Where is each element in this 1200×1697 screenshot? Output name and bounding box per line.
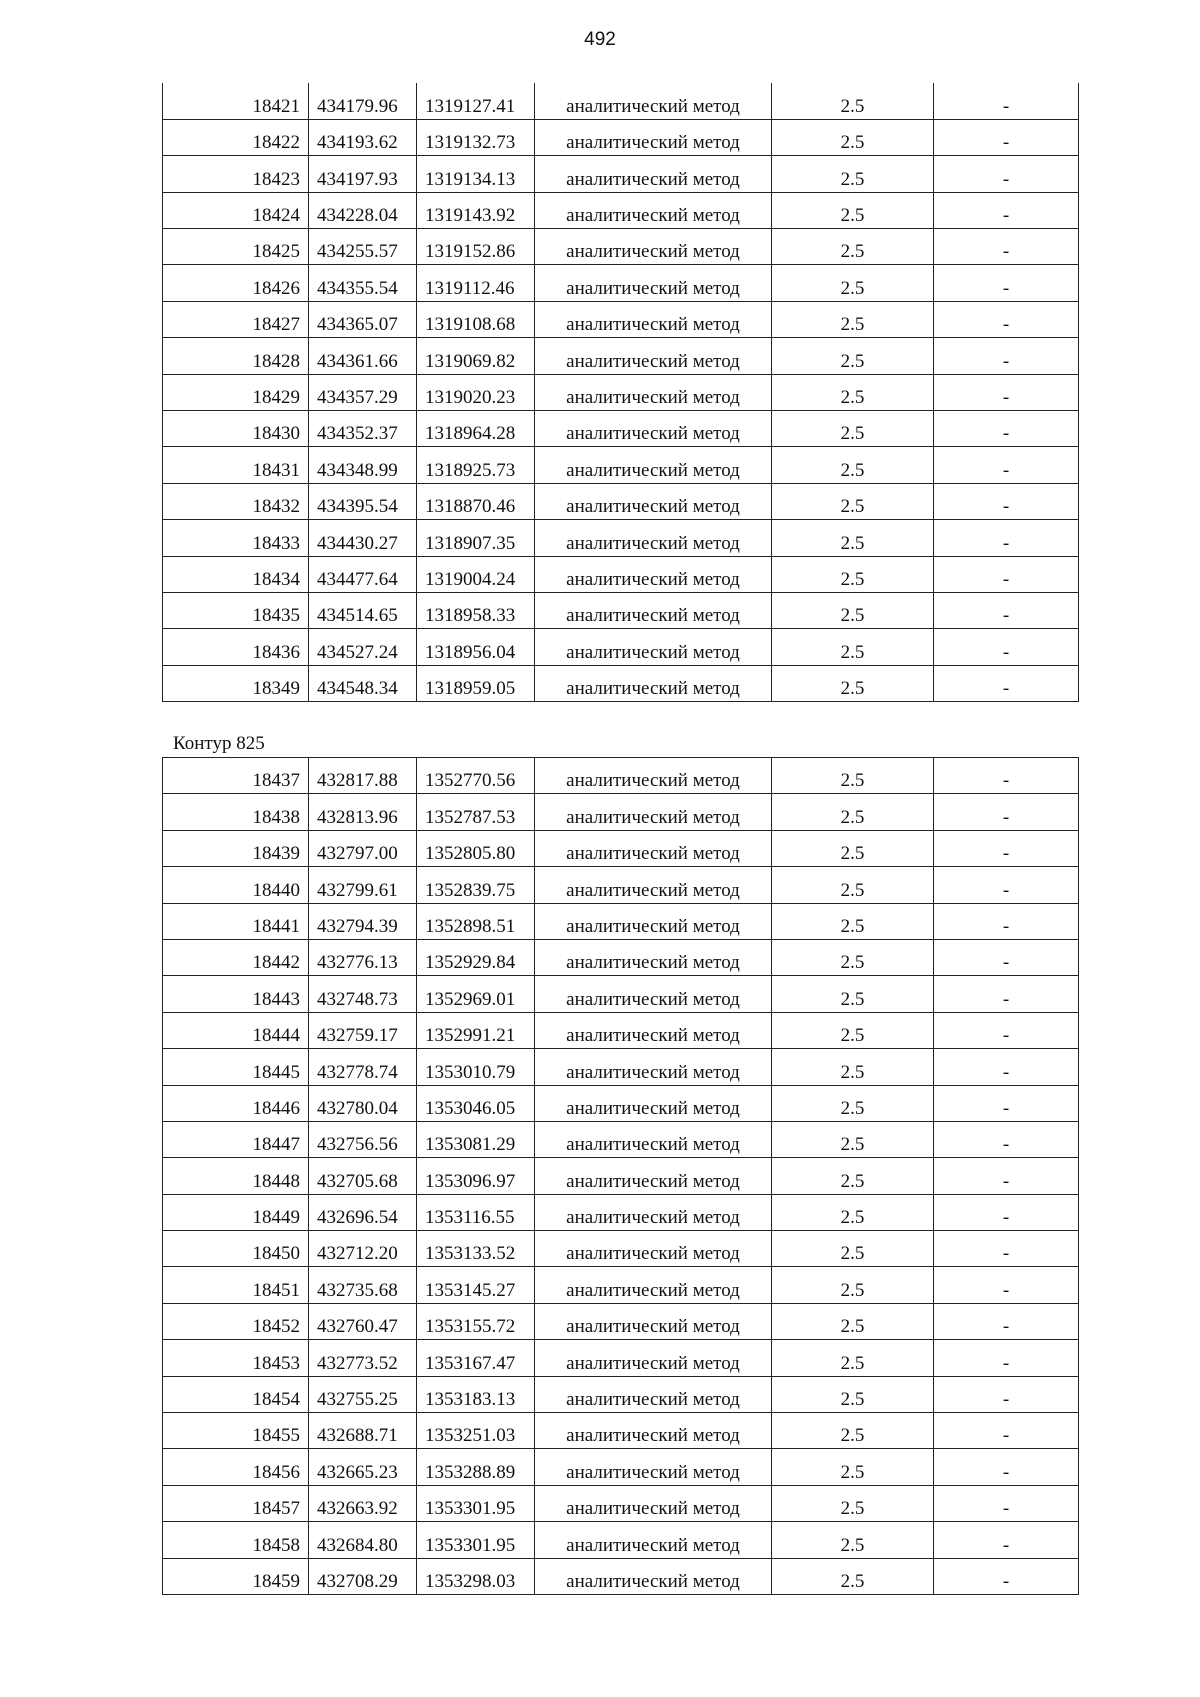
y-coordinate-cell: 1352929.84 — [417, 939, 535, 975]
note-cell: - — [934, 83, 1079, 119]
method-cell: аналитический метод — [535, 1413, 772, 1449]
note-cell: - — [934, 1449, 1079, 1485]
table-row — [163, 629, 1079, 665]
accuracy-cell: 2.5 — [772, 867, 934, 903]
y-coordinate-cell: 1319020.23 — [417, 374, 535, 410]
x-coordinate-cell: 432748.73 — [309, 976, 417, 1012]
accuracy-cell: 2.5 — [772, 1012, 934, 1048]
method-cell: аналитический метод — [535, 1231, 772, 1267]
table-row — [163, 192, 1079, 228]
note-cell: - — [934, 1121, 1079, 1157]
table-row — [163, 1376, 1079, 1412]
note-cell: - — [934, 265, 1079, 301]
point-number-cell: 18424 — [163, 192, 309, 228]
accuracy-cell: 2.5 — [772, 301, 934, 337]
x-coordinate-cell: 434228.04 — [309, 192, 417, 228]
y-coordinate-cell: 1352770.56 — [417, 758, 535, 794]
x-coordinate-cell: 432755.25 — [309, 1376, 417, 1412]
note-cell: - — [934, 629, 1079, 665]
y-coordinate-cell: 1353298.03 — [417, 1558, 535, 1594]
method-cell: аналитический метод — [535, 1121, 772, 1157]
note-cell: - — [934, 1085, 1079, 1121]
y-coordinate-cell: 1353081.29 — [417, 1121, 535, 1157]
point-number-cell: 18426 — [163, 265, 309, 301]
accuracy-cell: 2.5 — [772, 338, 934, 374]
table-row — [163, 1413, 1079, 1449]
table-row — [163, 976, 1079, 1012]
y-coordinate-cell: 1318964.28 — [417, 411, 535, 447]
x-coordinate-cell: 432778.74 — [309, 1049, 417, 1085]
method-cell: аналитический метод — [535, 665, 772, 701]
table-row — [163, 520, 1079, 556]
x-coordinate-cell: 432663.92 — [309, 1485, 417, 1521]
point-number-cell: 18439 — [163, 830, 309, 866]
note-cell: - — [934, 1158, 1079, 1194]
method-cell: аналитический метод — [535, 1340, 772, 1376]
y-coordinate-cell: 1319112.46 — [417, 265, 535, 301]
x-coordinate-cell: 432759.17 — [309, 1012, 417, 1048]
x-coordinate-cell: 432708.29 — [309, 1558, 417, 1594]
point-number-cell: 18442 — [163, 939, 309, 975]
accuracy-cell: 2.5 — [772, 411, 934, 447]
method-cell: аналитический метод — [535, 83, 772, 119]
table-row — [163, 156, 1079, 192]
accuracy-cell: 2.5 — [772, 976, 934, 1012]
x-coordinate-cell: 434514.65 — [309, 592, 417, 628]
y-coordinate-cell: 1352787.53 — [417, 794, 535, 830]
accuracy-cell: 2.5 — [772, 156, 934, 192]
x-coordinate-cell: 432780.04 — [309, 1085, 417, 1121]
note-cell: - — [934, 192, 1079, 228]
point-number-cell: 18449 — [163, 1194, 309, 1230]
point-number-cell: 18425 — [163, 229, 309, 265]
note-cell: - — [934, 939, 1079, 975]
accuracy-cell: 2.5 — [772, 1158, 934, 1194]
point-number-cell: 18444 — [163, 1012, 309, 1048]
method-cell: аналитический метод — [535, 229, 772, 265]
method-cell: аналитический метод — [535, 1158, 772, 1194]
method-cell: аналитический метод — [535, 1267, 772, 1303]
y-coordinate-cell: 1353301.95 — [417, 1485, 535, 1521]
y-coordinate-cell: 1353155.72 — [417, 1303, 535, 1339]
accuracy-cell: 2.5 — [772, 1121, 934, 1157]
method-cell: аналитический метод — [535, 1522, 772, 1558]
table-row — [163, 1121, 1079, 1157]
y-coordinate-cell: 1319134.13 — [417, 156, 535, 192]
method-cell: аналитический метод — [535, 629, 772, 665]
note-cell: - — [934, 119, 1079, 155]
method-cell: аналитический метод — [535, 592, 772, 628]
x-coordinate-cell: 434365.07 — [309, 301, 417, 337]
table-row — [163, 483, 1079, 519]
accuracy-cell: 2.5 — [772, 1085, 934, 1121]
accuracy-cell: 2.5 — [772, 1413, 934, 1449]
y-coordinate-cell: 1353183.13 — [417, 1376, 535, 1412]
method-cell: аналитический метод — [535, 794, 772, 830]
x-coordinate-cell: 432813.96 — [309, 794, 417, 830]
y-coordinate-cell: 1353046.05 — [417, 1085, 535, 1121]
y-coordinate-cell: 1319108.68 — [417, 301, 535, 337]
method-cell: аналитический метод — [535, 411, 772, 447]
point-number-cell: 18454 — [163, 1376, 309, 1412]
x-coordinate-cell: 432794.39 — [309, 903, 417, 939]
table-row — [163, 556, 1079, 592]
point-number-cell: 18448 — [163, 1158, 309, 1194]
note-cell: - — [934, 867, 1079, 903]
x-coordinate-cell: 434193.62 — [309, 119, 417, 155]
y-coordinate-cell: 1353288.89 — [417, 1449, 535, 1485]
note-cell: - — [934, 903, 1079, 939]
note-cell: - — [934, 483, 1079, 519]
point-number-cell: 18434 — [163, 556, 309, 592]
table-row — [163, 1522, 1079, 1558]
table-row — [163, 411, 1079, 447]
table-row — [163, 374, 1079, 410]
y-coordinate-cell: 1318907.35 — [417, 520, 535, 556]
table-row — [163, 83, 1079, 119]
accuracy-cell: 2.5 — [772, 192, 934, 228]
y-coordinate-cell: 1352898.51 — [417, 903, 535, 939]
x-coordinate-cell: 434348.99 — [309, 447, 417, 483]
y-coordinate-cell: 1318959.05 — [417, 665, 535, 701]
table-row — [163, 338, 1079, 374]
accuracy-cell: 2.5 — [772, 556, 934, 592]
note-cell: - — [934, 556, 1079, 592]
y-coordinate-cell: 1353167.47 — [417, 1340, 535, 1376]
table-row — [163, 1231, 1079, 1267]
point-number-cell: 18433 — [163, 520, 309, 556]
y-coordinate-cell: 1352839.75 — [417, 867, 535, 903]
table-row — [163, 1194, 1079, 1230]
point-number-cell: 18349 — [163, 665, 309, 701]
point-number-cell: 18422 — [163, 119, 309, 155]
note-cell: - — [934, 758, 1079, 794]
point-number-cell: 18453 — [163, 1340, 309, 1376]
x-coordinate-cell: 434255.57 — [309, 229, 417, 265]
point-number-cell: 18455 — [163, 1413, 309, 1449]
note-cell: - — [934, 156, 1079, 192]
x-coordinate-cell: 432665.23 — [309, 1449, 417, 1485]
accuracy-cell: 2.5 — [772, 1049, 934, 1085]
accuracy-cell: 2.5 — [772, 830, 934, 866]
method-cell: аналитический метод — [535, 830, 772, 866]
note-cell: - — [934, 1522, 1079, 1558]
note-cell: - — [934, 1376, 1079, 1412]
method-cell: аналитический метод — [535, 867, 772, 903]
method-cell: аналитический метод — [535, 374, 772, 410]
x-coordinate-cell: 434548.34 — [309, 665, 417, 701]
table-row — [163, 1303, 1079, 1339]
note-cell: - — [934, 1485, 1079, 1521]
accuracy-cell: 2.5 — [772, 520, 934, 556]
note-cell: - — [934, 338, 1079, 374]
note-cell: - — [934, 1558, 1079, 1594]
x-coordinate-cell: 432712.20 — [309, 1231, 417, 1267]
point-number-cell: 18457 — [163, 1485, 309, 1521]
table-row — [163, 794, 1079, 830]
x-coordinate-cell: 434395.54 — [309, 483, 417, 519]
x-coordinate-cell: 432817.88 — [309, 758, 417, 794]
table-row — [163, 229, 1079, 265]
accuracy-cell: 2.5 — [772, 229, 934, 265]
y-coordinate-cell: 1352991.21 — [417, 1012, 535, 1048]
y-coordinate-cell: 1353145.27 — [417, 1267, 535, 1303]
y-coordinate-cell: 1319132.73 — [417, 119, 535, 155]
note-cell: - — [934, 1267, 1079, 1303]
accuracy-cell: 2.5 — [772, 665, 934, 701]
method-cell: аналитический метод — [535, 939, 772, 975]
note-cell: - — [934, 830, 1079, 866]
table-row — [163, 903, 1079, 939]
table-row — [163, 592, 1079, 628]
point-number-cell: 18445 — [163, 1049, 309, 1085]
x-coordinate-cell: 434179.96 — [309, 83, 417, 119]
method-cell: аналитический метод — [535, 903, 772, 939]
point-number-cell: 18440 — [163, 867, 309, 903]
accuracy-cell: 2.5 — [772, 483, 934, 519]
method-cell: аналитический метод — [535, 1449, 772, 1485]
accuracy-cell: 2.5 — [772, 1267, 934, 1303]
y-coordinate-cell: 1319127.41 — [417, 83, 535, 119]
method-cell: аналитический метод — [535, 1558, 772, 1594]
table-row — [163, 867, 1079, 903]
note-cell: - — [934, 1413, 1079, 1449]
note-cell: - — [934, 301, 1079, 337]
x-coordinate-cell: 432684.80 — [309, 1522, 417, 1558]
x-coordinate-cell: 432696.54 — [309, 1194, 417, 1230]
table-row — [163, 1340, 1079, 1376]
note-cell: - — [934, 374, 1079, 410]
y-coordinate-cell: 1352805.80 — [417, 830, 535, 866]
x-coordinate-cell: 432776.13 — [309, 939, 417, 975]
x-coordinate-cell: 432797.00 — [309, 830, 417, 866]
point-number-cell: 18450 — [163, 1231, 309, 1267]
note-cell: - — [934, 1194, 1079, 1230]
x-coordinate-cell: 432756.56 — [309, 1121, 417, 1157]
accuracy-cell: 2.5 — [772, 265, 934, 301]
point-number-cell: 18452 — [163, 1303, 309, 1339]
x-coordinate-cell: 434352.37 — [309, 411, 417, 447]
y-coordinate-cell: 1353133.52 — [417, 1231, 535, 1267]
y-coordinate-cell: 1353010.79 — [417, 1049, 535, 1085]
x-coordinate-cell: 434527.24 — [309, 629, 417, 665]
y-coordinate-cell: 1353251.03 — [417, 1413, 535, 1449]
method-cell: аналитический метод — [535, 1376, 772, 1412]
note-cell: - — [934, 592, 1079, 628]
method-cell: аналитический метод — [535, 1012, 772, 1048]
method-cell: аналитический метод — [535, 976, 772, 1012]
point-number-cell: 18429 — [163, 374, 309, 410]
point-number-cell: 18423 — [163, 156, 309, 192]
point-number-cell: 18435 — [163, 592, 309, 628]
x-coordinate-cell: 432705.68 — [309, 1158, 417, 1194]
point-number-cell: 18430 — [163, 411, 309, 447]
point-number-cell: 18436 — [163, 629, 309, 665]
method-cell: аналитический метод — [535, 119, 772, 155]
point-number-cell: 18446 — [163, 1085, 309, 1121]
table-row — [163, 301, 1079, 337]
point-number-cell: 18459 — [163, 1558, 309, 1594]
method-cell: аналитический метод — [535, 1303, 772, 1339]
note-cell: - — [934, 1012, 1079, 1048]
method-cell: аналитический метод — [535, 192, 772, 228]
y-coordinate-cell: 1353301.95 — [417, 1522, 535, 1558]
y-coordinate-cell: 1319069.82 — [417, 338, 535, 374]
table-row — [163, 939, 1079, 975]
y-coordinate-cell: 1352969.01 — [417, 976, 535, 1012]
accuracy-cell: 2.5 — [772, 1231, 934, 1267]
point-number-cell: 18432 — [163, 483, 309, 519]
note-cell: - — [934, 1340, 1079, 1376]
point-number-cell: 18451 — [163, 1267, 309, 1303]
x-coordinate-cell: 432760.47 — [309, 1303, 417, 1339]
point-number-cell: 18428 — [163, 338, 309, 374]
x-coordinate-cell: 434477.64 — [309, 556, 417, 592]
point-number-cell: 18458 — [163, 1522, 309, 1558]
method-cell: аналитический метод — [535, 556, 772, 592]
table-row — [163, 119, 1079, 155]
section-title: Контур 825 — [173, 733, 265, 754]
method-cell: аналитический метод — [535, 447, 772, 483]
point-number-cell: 18456 — [163, 1449, 309, 1485]
accuracy-cell: 2.5 — [772, 939, 934, 975]
table-row — [163, 1049, 1079, 1085]
x-coordinate-cell: 434361.66 — [309, 338, 417, 374]
note-cell: - — [934, 1231, 1079, 1267]
y-coordinate-cell: 1318958.33 — [417, 592, 535, 628]
method-cell: аналитический метод — [535, 1049, 772, 1085]
note-cell: - — [934, 1049, 1079, 1085]
y-coordinate-cell: 1319004.24 — [417, 556, 535, 592]
accuracy-cell: 2.5 — [772, 1522, 934, 1558]
point-number-cell: 18427 — [163, 301, 309, 337]
note-cell: - — [934, 229, 1079, 265]
accuracy-cell: 2.5 — [772, 629, 934, 665]
note-cell: - — [934, 976, 1079, 1012]
method-cell: аналитический метод — [535, 520, 772, 556]
accuracy-cell: 2.5 — [772, 1376, 934, 1412]
table-row — [163, 1449, 1079, 1485]
table-row — [163, 1012, 1079, 1048]
y-coordinate-cell: 1318956.04 — [417, 629, 535, 665]
method-cell: аналитический метод — [535, 265, 772, 301]
method-cell: аналитический метод — [535, 301, 772, 337]
note-cell: - — [934, 665, 1079, 701]
x-coordinate-cell: 434197.93 — [309, 156, 417, 192]
x-coordinate-cell: 434355.54 — [309, 265, 417, 301]
method-cell: аналитический метод — [535, 758, 772, 794]
accuracy-cell: 2.5 — [772, 903, 934, 939]
point-number-cell: 18437 — [163, 758, 309, 794]
point-number-cell: 18443 — [163, 976, 309, 1012]
method-cell: аналитический метод — [535, 338, 772, 374]
x-coordinate-cell: 432773.52 — [309, 1340, 417, 1376]
point-number-cell: 18438 — [163, 794, 309, 830]
point-number-cell: 18441 — [163, 903, 309, 939]
accuracy-cell: 2.5 — [772, 447, 934, 483]
accuracy-cell: 2.5 — [772, 1485, 934, 1521]
accuracy-cell: 2.5 — [772, 83, 934, 119]
accuracy-cell: 2.5 — [772, 592, 934, 628]
note-cell: - — [934, 520, 1079, 556]
accuracy-cell: 2.5 — [772, 374, 934, 410]
table-row — [163, 758, 1079, 794]
y-coordinate-cell: 1353116.55 — [417, 1194, 535, 1230]
accuracy-cell: 2.5 — [772, 1340, 934, 1376]
method-cell: аналитический метод — [535, 1485, 772, 1521]
note-cell: - — [934, 447, 1079, 483]
accuracy-cell: 2.5 — [772, 1449, 934, 1485]
note-cell: - — [934, 794, 1079, 830]
y-coordinate-cell: 1319143.92 — [417, 192, 535, 228]
table-row — [163, 447, 1079, 483]
point-number-cell: 18431 — [163, 447, 309, 483]
method-cell: аналитический метод — [535, 1194, 772, 1230]
accuracy-cell: 2.5 — [772, 758, 934, 794]
table-row — [163, 1158, 1079, 1194]
page-number: 492 — [584, 29, 616, 50]
table-row — [163, 1267, 1079, 1303]
y-coordinate-cell: 1319152.86 — [417, 229, 535, 265]
note-cell: - — [934, 1303, 1079, 1339]
accuracy-cell: 2.5 — [772, 1194, 934, 1230]
x-coordinate-cell: 432688.71 — [309, 1413, 417, 1449]
coordinates-table-1 — [162, 83, 1079, 702]
point-number-cell: 18421 — [163, 83, 309, 119]
note-cell: - — [934, 411, 1079, 447]
x-coordinate-cell: 434357.29 — [309, 374, 417, 410]
accuracy-cell: 2.5 — [772, 119, 934, 155]
x-coordinate-cell: 432735.68 — [309, 1267, 417, 1303]
table-row — [163, 1558, 1079, 1594]
table-row — [163, 1485, 1079, 1521]
accuracy-cell: 2.5 — [772, 1558, 934, 1594]
x-coordinate-cell: 434430.27 — [309, 520, 417, 556]
method-cell: аналитический метод — [535, 483, 772, 519]
table-row — [163, 1085, 1079, 1121]
accuracy-cell: 2.5 — [772, 794, 934, 830]
method-cell: аналитический метод — [535, 156, 772, 192]
table-row — [163, 265, 1079, 301]
y-coordinate-cell: 1353096.97 — [417, 1158, 535, 1194]
y-coordinate-cell: 1318870.46 — [417, 483, 535, 519]
method-cell: аналитический метод — [535, 1085, 772, 1121]
point-number-cell: 18447 — [163, 1121, 309, 1157]
x-coordinate-cell: 432799.61 — [309, 867, 417, 903]
table-row — [163, 830, 1079, 866]
accuracy-cell: 2.5 — [772, 1303, 934, 1339]
y-coordinate-cell: 1318925.73 — [417, 447, 535, 483]
table-row — [163, 665, 1079, 701]
coordinates-table-2 — [162, 757, 1079, 1595]
